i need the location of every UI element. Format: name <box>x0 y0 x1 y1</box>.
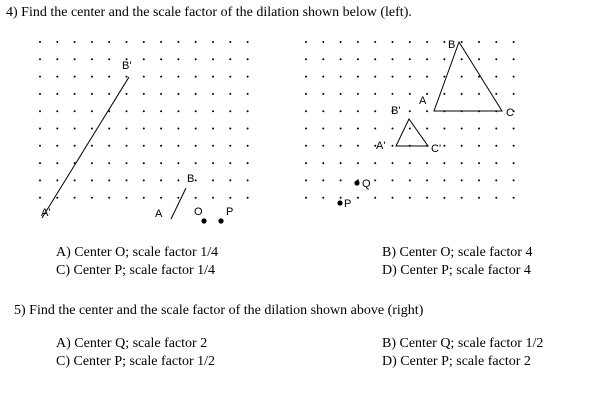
grid-dot <box>229 145 231 147</box>
q4-choice-a: A) Center O; scale factor 1/4 <box>56 245 219 260</box>
label-a-prime-right: A' <box>376 140 386 152</box>
grid-dot <box>56 145 58 147</box>
grid-dot <box>91 110 93 112</box>
q4-choice-c: C) Center P; scale factor 1/4 <box>56 263 216 278</box>
grid-dot <box>39 197 41 199</box>
grid-dot <box>177 162 179 164</box>
grid-dot <box>247 76 249 78</box>
grid-dot <box>229 179 231 181</box>
grid-dot <box>305 58 307 60</box>
label-p-left: P <box>226 206 234 218</box>
grid-dot <box>357 197 359 199</box>
grid-dot <box>229 93 231 95</box>
grid-dot <box>305 162 307 164</box>
grid-dot <box>247 128 249 130</box>
grid-dot <box>357 93 359 95</box>
grid-dot <box>461 197 463 199</box>
label-b-prime-left: B' <box>122 60 132 72</box>
grid-dot <box>39 145 41 147</box>
grid-dot <box>461 58 463 60</box>
grid-dot <box>426 110 428 112</box>
grid-dot <box>461 179 463 181</box>
grid-dot <box>322 41 324 43</box>
grid-dot <box>247 162 249 164</box>
grid-dot <box>143 128 145 130</box>
grid-dot <box>426 162 428 164</box>
grid-dot <box>91 179 93 181</box>
grid-dot <box>495 93 497 95</box>
grid-dot <box>39 41 41 43</box>
grid-dot <box>126 179 128 181</box>
grid-dot <box>374 179 376 181</box>
grid-dot <box>305 93 307 95</box>
grid-dot <box>426 93 428 95</box>
q4-choice-d: D) Center P; scale factor 4 <box>382 263 531 278</box>
label-a-large: A <box>419 95 427 107</box>
grid-dot <box>160 110 162 112</box>
grid-dot <box>374 41 376 43</box>
grid-dot <box>74 76 76 78</box>
grid-dot <box>56 179 58 181</box>
grid-dot <box>143 41 145 43</box>
grid-dot <box>56 128 58 130</box>
grid-dot <box>340 128 342 130</box>
grid-dot <box>195 41 197 43</box>
grid-dot <box>495 41 497 43</box>
grid-dot <box>126 110 128 112</box>
grid-dot <box>126 162 128 164</box>
grid-dot <box>177 58 179 60</box>
label-o: O <box>194 206 203 218</box>
grid-dot <box>392 162 394 164</box>
grid-dot <box>229 41 231 43</box>
grid-dot <box>478 93 480 95</box>
grid-dot <box>91 76 93 78</box>
grid-dot <box>143 179 145 181</box>
grid-dot <box>39 110 41 112</box>
grid-dot <box>143 76 145 78</box>
grid-dot <box>56 93 58 95</box>
grid-dot <box>195 197 197 199</box>
grid-dot <box>443 179 445 181</box>
grid-dot <box>513 128 515 130</box>
grid-dot <box>513 179 515 181</box>
grid-dot <box>495 162 497 164</box>
grid-dot <box>374 128 376 130</box>
label-a-left: A <box>155 208 163 220</box>
grid-dot <box>409 110 411 112</box>
grid-dot <box>160 162 162 164</box>
grid-dot <box>74 93 76 95</box>
grid-dot <box>108 179 110 181</box>
grid-dot <box>374 58 376 60</box>
grid-dot <box>495 58 497 60</box>
label-c-prime: C' <box>431 143 442 155</box>
grid-dot <box>374 197 376 199</box>
grid-dot <box>374 93 376 95</box>
grid-dot <box>160 145 162 147</box>
grid-dot <box>39 76 41 78</box>
grid-dot <box>305 41 307 43</box>
grid-dot <box>340 145 342 147</box>
label-b-large: B <box>448 39 456 51</box>
grid-dot <box>39 93 41 95</box>
grid-dot <box>340 58 342 60</box>
grid-dot <box>108 162 110 164</box>
grid-dot <box>229 76 231 78</box>
grid-dot <box>247 197 249 199</box>
grid-dot <box>143 145 145 147</box>
point-q <box>354 180 359 185</box>
grid-dot <box>478 179 480 181</box>
grid-dot <box>340 41 342 43</box>
grid-dot <box>322 162 324 164</box>
grid-dot <box>126 93 128 95</box>
grid-dot <box>443 145 445 147</box>
grid-dot <box>513 58 515 60</box>
grid-dot <box>392 128 394 130</box>
grid-dot <box>91 128 93 130</box>
grid-dot <box>340 76 342 78</box>
grid-dot <box>409 179 411 181</box>
grid-dot <box>392 145 394 147</box>
grid-dot <box>374 110 376 112</box>
grid-dot <box>305 110 307 112</box>
grid-dot <box>91 145 93 147</box>
q4-choice-b: B) Center O; scale factor 4 <box>382 245 533 260</box>
grid-dot <box>39 128 41 130</box>
grid-dot <box>195 145 197 147</box>
grid-dot <box>229 110 231 112</box>
grid-dot <box>340 179 342 181</box>
grid-dot <box>195 110 197 112</box>
grid-dot <box>426 41 428 43</box>
grid-dot <box>322 93 324 95</box>
grid-dot <box>143 162 145 164</box>
grid-dot <box>143 58 145 60</box>
grid-dot <box>322 76 324 78</box>
grid-dot <box>56 162 58 164</box>
grid-dot <box>108 58 110 60</box>
grid-dot <box>177 93 179 95</box>
label-a-prime-left: A' <box>41 207 51 219</box>
segment-a-prime-b-prime <box>42 77 129 218</box>
grid-dot <box>160 76 162 78</box>
grid-dot <box>160 128 162 130</box>
grid-dot <box>108 76 110 78</box>
grid-dot <box>91 93 93 95</box>
q5-prompt: 5) Find the center and the scale factor of the dilation shown above (right) <box>14 303 424 318</box>
grid-dot <box>74 197 76 199</box>
grid-dot <box>392 76 394 78</box>
grid-dot <box>513 76 515 78</box>
grid-dot <box>39 162 41 164</box>
grid-dot <box>160 58 162 60</box>
grid-dot <box>392 41 394 43</box>
q5-choice-c: C) Center P; scale factor 1/2 <box>56 354 216 369</box>
grid-dot <box>409 93 411 95</box>
grid-dot <box>39 179 41 181</box>
grid-dot <box>409 162 411 164</box>
grid-dot <box>247 179 249 181</box>
grid-dot <box>177 110 179 112</box>
grid-dot <box>322 128 324 130</box>
grid-dot <box>513 41 515 43</box>
grid-dot <box>195 58 197 60</box>
grid-dot <box>478 58 480 60</box>
grid-dot <box>426 76 428 78</box>
label-q: Q <box>362 178 371 190</box>
grid-dot <box>305 197 307 199</box>
grid-dot <box>495 179 497 181</box>
grid-dot <box>108 93 110 95</box>
grid-dot <box>56 41 58 43</box>
grid-dot <box>212 197 214 199</box>
grid-dot <box>212 145 214 147</box>
grid-dot <box>409 128 411 130</box>
grid-dot <box>56 197 58 199</box>
grid-dot <box>357 76 359 78</box>
grid-dot <box>443 58 445 60</box>
grid-dot <box>478 197 480 199</box>
grid-dot <box>108 197 110 199</box>
grid-dot <box>461 162 463 164</box>
grid-dot <box>74 41 76 43</box>
grid-dot <box>212 110 214 112</box>
grid-dot <box>74 128 76 130</box>
grid-dot <box>426 128 428 130</box>
segment-a-b <box>171 188 186 219</box>
grid-dot <box>160 179 162 181</box>
grid-dot <box>322 145 324 147</box>
point-p-right <box>337 200 342 205</box>
grid-dot <box>247 110 249 112</box>
grid-dot <box>74 110 76 112</box>
grid-dot <box>247 41 249 43</box>
grid-dot <box>91 162 93 164</box>
grid-dot <box>392 58 394 60</box>
grid-dot <box>247 93 249 95</box>
grid-dot <box>126 128 128 130</box>
grid-dot <box>443 76 445 78</box>
grid-dot <box>461 128 463 130</box>
grid-dot <box>461 93 463 95</box>
grid-dot <box>177 128 179 130</box>
grid-dot <box>91 58 93 60</box>
grid-dot <box>212 58 214 60</box>
grid-dot <box>229 58 231 60</box>
grid-dot <box>91 41 93 43</box>
grid-dot <box>126 197 128 199</box>
grid-dot <box>195 76 197 78</box>
q4-prompt: 4) Find the center and the scale factor of the dilation shown below (left). <box>6 5 412 20</box>
grid-dot <box>305 76 307 78</box>
grid-dot <box>56 58 58 60</box>
grid-dot <box>443 41 445 43</box>
label-c-large: C <box>506 107 514 119</box>
grid-dot <box>478 162 480 164</box>
grid-dot <box>322 110 324 112</box>
grid-dot <box>513 93 515 95</box>
grid-dot <box>426 58 428 60</box>
grid-dot <box>143 93 145 95</box>
grid-dot <box>91 197 93 199</box>
grid-dot <box>143 110 145 112</box>
grid-dot <box>160 41 162 43</box>
grid-dot <box>357 162 359 164</box>
grid-dot <box>74 58 76 60</box>
grid-dot <box>322 197 324 199</box>
grid-dot <box>392 197 394 199</box>
grid-dot <box>305 128 307 130</box>
grid-dot <box>409 58 411 60</box>
grid-dot <box>160 93 162 95</box>
grid-dot <box>305 179 307 181</box>
grid-dot <box>177 197 179 199</box>
grid-dot <box>322 179 324 181</box>
grid-dot <box>443 197 445 199</box>
grid-dot <box>478 128 480 130</box>
grid-dot <box>177 76 179 78</box>
point-o <box>201 218 206 223</box>
grid-dot <box>160 197 162 199</box>
grid-dot <box>322 58 324 60</box>
grid-dot <box>495 197 497 199</box>
grid-dot <box>247 145 249 147</box>
grid-dot <box>495 128 497 130</box>
label-p-right: P <box>344 198 352 210</box>
grid-dot <box>513 162 515 164</box>
label-b-prime-right: B' <box>391 105 401 117</box>
grid-dot <box>340 93 342 95</box>
grid-dot <box>357 41 359 43</box>
grid-dot <box>461 41 463 43</box>
grid-dot <box>409 41 411 43</box>
grid-dot <box>357 145 359 147</box>
grid-dot <box>513 197 515 199</box>
triangle-small <box>396 119 428 146</box>
grid-dot <box>443 128 445 130</box>
grid-dot <box>126 41 128 43</box>
grid-dot <box>461 76 463 78</box>
grid-dot <box>229 128 231 130</box>
grid-dot <box>39 58 41 60</box>
grid-dot <box>443 93 445 95</box>
grid-dot <box>195 162 197 164</box>
grid-dot <box>74 145 76 147</box>
grid-dot <box>357 110 359 112</box>
q5-choice-b: B) Center Q; scale factor 1/2 <box>382 336 544 351</box>
grid-dot <box>56 76 58 78</box>
grid-dot <box>443 162 445 164</box>
grid-dot <box>340 197 342 199</box>
grid-dot <box>247 58 249 60</box>
grid-dot <box>177 145 179 147</box>
q5-choice-d: D) Center P; scale factor 2 <box>382 354 531 369</box>
grid-dot <box>305 145 307 147</box>
grid-dot <box>56 110 58 112</box>
grid-dot <box>357 58 359 60</box>
grid-dot <box>392 93 394 95</box>
grid-dot <box>212 93 214 95</box>
grid-dot <box>212 41 214 43</box>
grid-dot <box>126 76 128 78</box>
grid-dot <box>108 145 110 147</box>
grid-dot <box>409 197 411 199</box>
grid-dot <box>177 41 179 43</box>
grid-dot <box>513 145 515 147</box>
grid-dot <box>212 76 214 78</box>
grid-dot <box>212 162 214 164</box>
label-b-left: B <box>187 173 195 185</box>
grid-dot <box>126 145 128 147</box>
grid-dot <box>392 179 394 181</box>
grid-dot <box>74 179 76 181</box>
grid-dot <box>177 179 179 181</box>
grid-dot <box>229 162 231 164</box>
point-p <box>218 218 223 223</box>
grid-dot <box>212 179 214 181</box>
dot-grid-left <box>39 41 249 199</box>
grid-dot <box>357 128 359 130</box>
grid-dot <box>478 145 480 147</box>
grid-dot <box>340 162 342 164</box>
grid-dot <box>478 41 480 43</box>
grid-dot <box>374 76 376 78</box>
grid-dot <box>495 76 497 78</box>
grid-dot <box>195 128 197 130</box>
grid-dot <box>426 179 428 181</box>
q5-choice-a: A) Center Q; scale factor 2 <box>56 336 208 351</box>
grid-dot <box>143 197 145 199</box>
grid-dot <box>229 197 231 199</box>
grid-dot <box>212 128 214 130</box>
grid-dot <box>195 93 197 95</box>
grid-dot <box>195 179 197 181</box>
grid-dot <box>495 145 497 147</box>
grid-dot <box>409 76 411 78</box>
grid-dot <box>108 41 110 43</box>
grid-dot <box>374 162 376 164</box>
grid-dot <box>108 128 110 130</box>
grid-dot <box>340 110 342 112</box>
grid-dot <box>426 197 428 199</box>
grid-dot <box>461 145 463 147</box>
